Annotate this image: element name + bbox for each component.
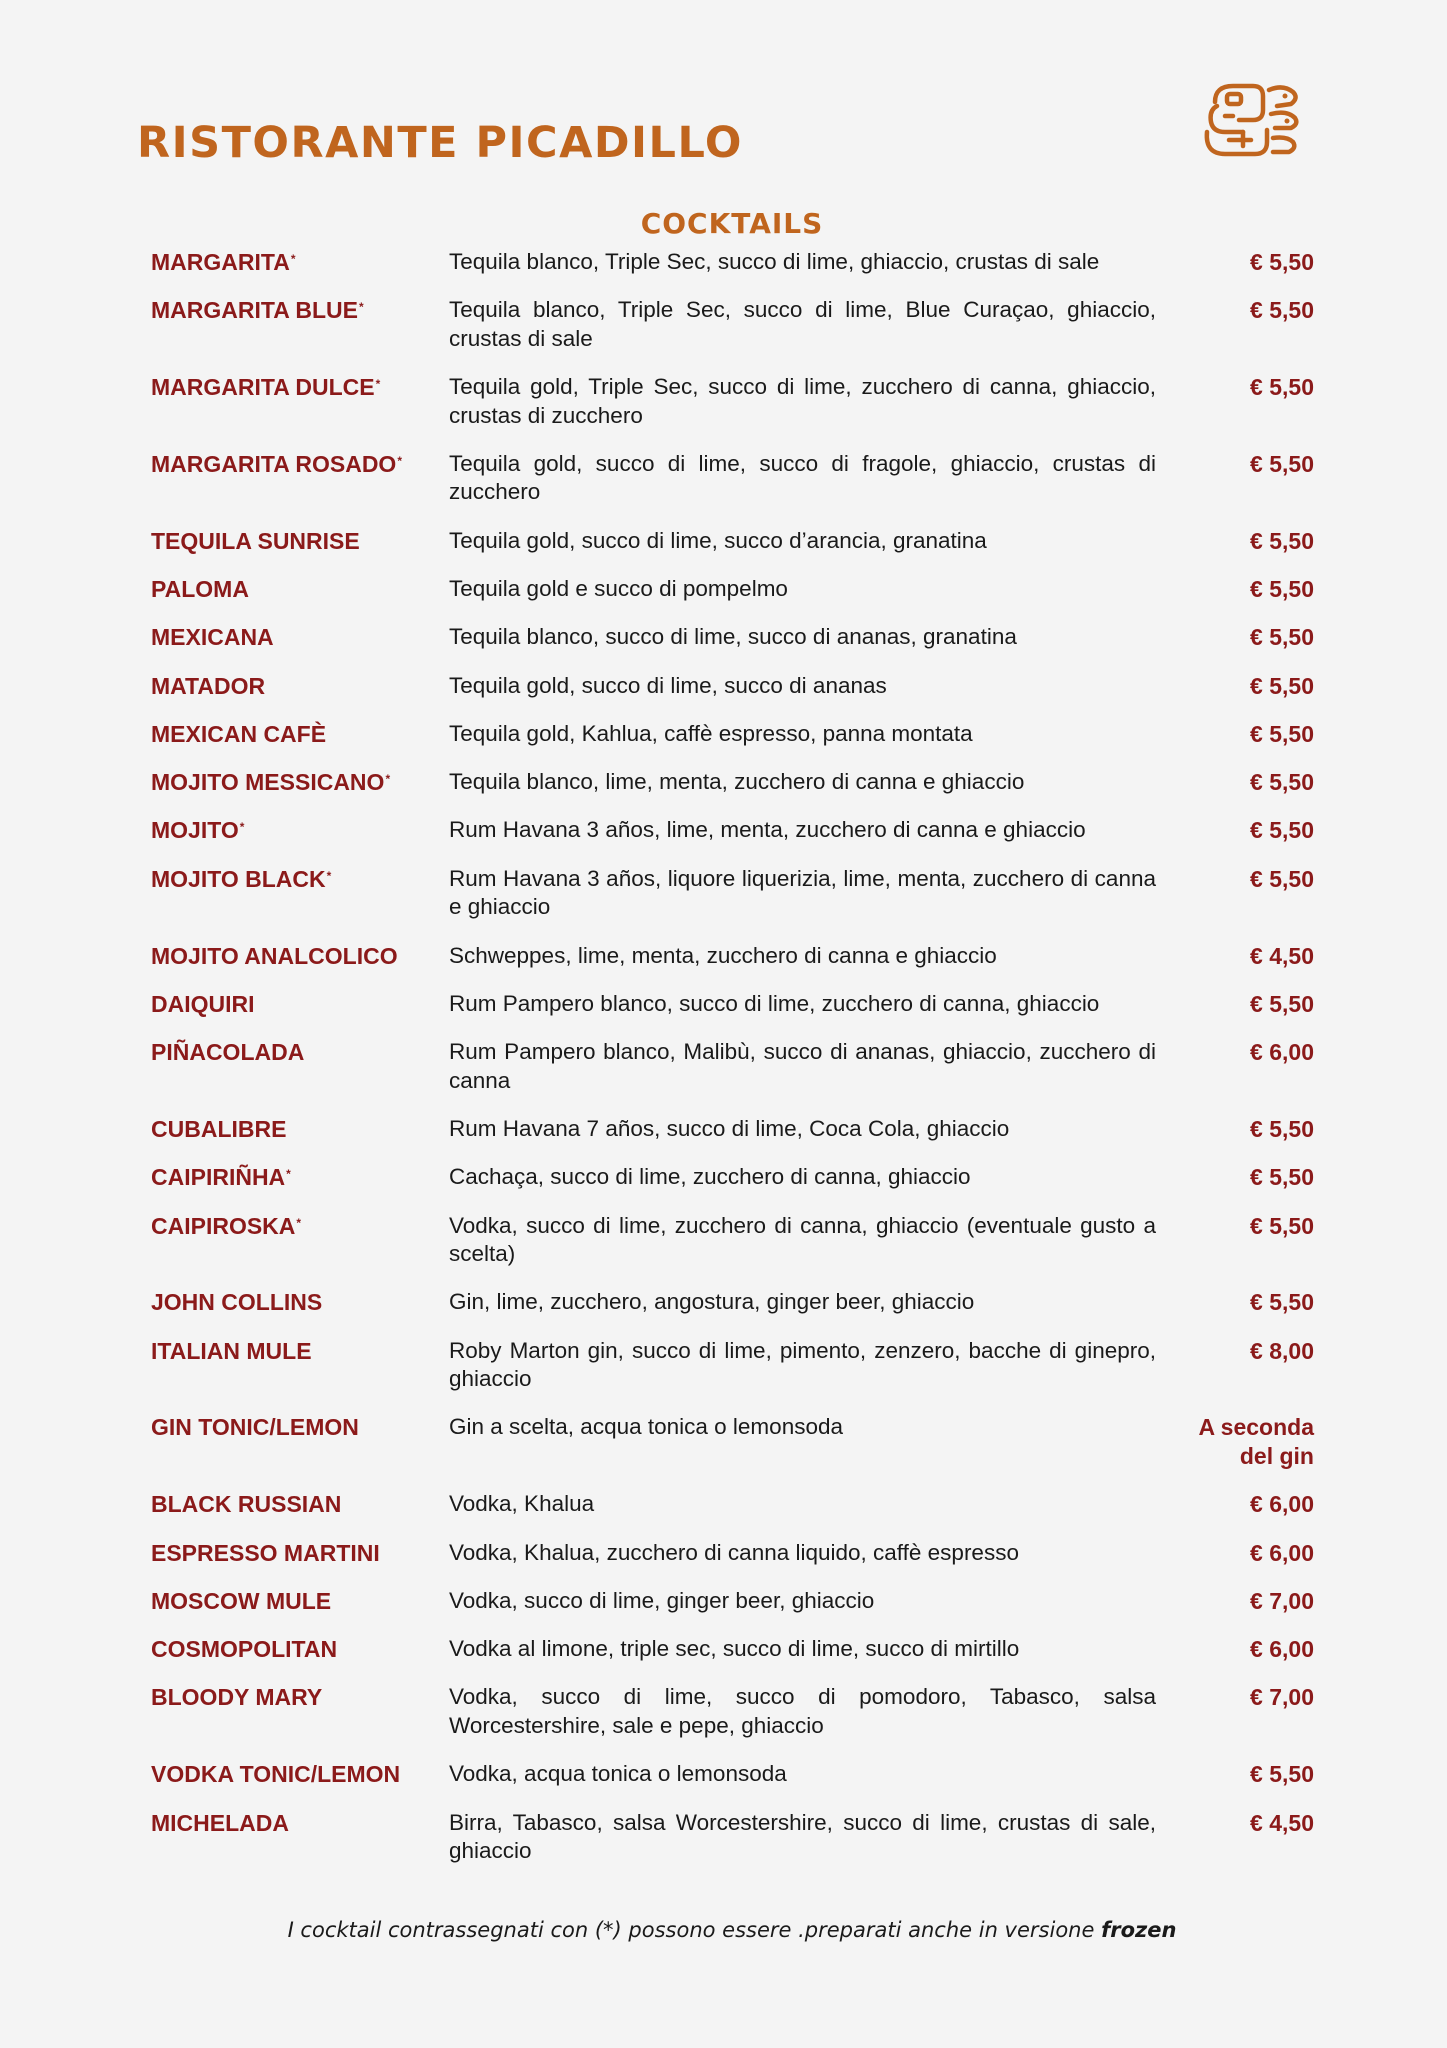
cocktail-name	[151, 1539, 449, 1568]
cocktail-name-text: MARGARITA ROSADO	[151, 450, 397, 477]
frozen-footnote	[0, 1918, 1447, 1942]
cocktail-price: € 5,50	[1250, 865, 1314, 892]
cocktail-name	[151, 865, 449, 894]
menu-item	[151, 1163, 1314, 1192]
cocktail-description: Cachaça, succo di lime, zucchero di canna, ghiaccio	[449, 1164, 971, 1190]
cocktail-price: € 5,50	[1250, 990, 1314, 1017]
cocktail-name	[151, 527, 449, 556]
menu-item	[151, 768, 1314, 797]
frozen-asterisk: *	[358, 300, 364, 315]
cocktail-price: € 5,50	[1250, 1761, 1314, 1788]
cocktail-description: Tequila gold, succo di lime, succo d’arancia, granatina	[449, 527, 987, 553]
cocktail-name-text: MICHELADA	[151, 1809, 289, 1836]
menu-item	[151, 575, 1314, 604]
cocktail-description: Schweppes, lime, menta, zucchero di canna e ghiaccio	[449, 942, 997, 968]
frozen-asterisk: *	[385, 772, 391, 787]
cocktail-price: € 5,50	[1250, 527, 1314, 554]
cocktail-description: Vodka, acqua tonica o lemonsoda	[449, 1761, 787, 1787]
cocktail-name	[151, 248, 449, 277]
cocktail-description: Vodka, succo di lime, succo di pomodoro, Tabasco, salsa Worcestershire, sale e pepe, ghiaccio	[449, 1684, 1156, 1738]
cocktail-description: Tequila blanco, succo di lime, succo di ananas, granatina	[449, 624, 1017, 650]
cocktail-price: € 4,50	[1250, 1809, 1314, 1836]
cocktail-name	[151, 1337, 449, 1366]
cocktail-name-text: BLOODY MARY	[151, 1684, 323, 1711]
cocktail-price: € 5,50	[1250, 374, 1314, 401]
frozen-asterisk: *	[296, 1215, 302, 1230]
menu-item	[151, 296, 1314, 353]
cocktail-name-text: COSMOPOLITAN	[151, 1636, 338, 1663]
cocktail-price: € 5,50	[1250, 1164, 1314, 1191]
cocktail-name	[151, 1212, 449, 1241]
section-title: COCKTAILS	[640, 207, 824, 240]
cocktail-description: Vodka, succo di lime, ginger beer, ghiaccio	[449, 1587, 875, 1613]
menu-item	[151, 1337, 1314, 1394]
cocktail-name	[151, 720, 449, 749]
cocktail-description: Tequila blanco, Triple Sec, succo di lime, Blue Curaçao, ghiaccio, crustas di sale	[449, 297, 1156, 351]
menu-item	[151, 672, 1314, 701]
menu-item	[151, 450, 1314, 507]
footnote-emphasis: frozen	[1101, 1918, 1177, 1942]
cocktail-price: € 6,00	[1250, 1491, 1314, 1518]
cocktail-description: Rum Havana 3 años, liquore liquerizia, lime, menta, zucchero di canna e ghiaccio	[449, 865, 1156, 920]
cocktail-name	[151, 768, 449, 797]
frozen-asterisk: *	[397, 453, 402, 468]
cocktail-name-text: PALOMA	[151, 575, 249, 602]
cocktail-price: € 6,00	[1250, 1636, 1314, 1663]
menu-item	[151, 527, 1314, 556]
cocktail-name	[151, 1115, 449, 1144]
cocktail-name-text: GIN TONIC/LEMON	[151, 1414, 359, 1441]
cocktail-name-text: CAIPIRIÑHA	[151, 1164, 286, 1191]
cocktail-description: Tequila gold, succo di lime, succo di fragole, ghiaccio, crustas di zucchero	[449, 450, 1156, 505]
cocktail-description: Gin a scelta, acqua tonica o lemonsoda	[449, 1414, 843, 1440]
cocktail-description: Tequila gold e succo di pompelmo	[449, 575, 788, 601]
cocktail-name	[151, 942, 449, 971]
menu-item	[151, 1212, 1314, 1269]
frozen-asterisk: *	[290, 252, 296, 266]
cocktail-name	[151, 1760, 449, 1789]
cocktail-name	[151, 1587, 449, 1616]
cocktail-description: Vodka al limone, triple sec, succo di lime, succo di mirtillo	[449, 1636, 1020, 1662]
cocktail-name	[151, 1809, 449, 1838]
cocktail-price: € 6,00	[1250, 1539, 1314, 1566]
frozen-asterisk: *	[375, 377, 381, 392]
frozen-asterisk: *	[286, 1167, 291, 1182]
cocktail-name	[151, 816, 449, 845]
cocktail-name	[151, 1038, 449, 1067]
cocktail-price: A seconda del gin	[1198, 1414, 1314, 1469]
menu-item	[151, 1115, 1314, 1144]
cocktail-name-text: MATADOR	[151, 672, 266, 699]
cocktail-price: € 7,00	[1250, 1684, 1314, 1711]
cocktail-price: € 5,50	[1250, 450, 1314, 477]
cocktail-price: € 5,50	[1250, 769, 1314, 796]
menu-item	[151, 720, 1314, 749]
cocktail-description: Rum Havana 7 años, succo di lime, Coca Cola, ghiaccio	[449, 1115, 1010, 1141]
cocktail-name-text: MOSCOW MULE	[151, 1587, 332, 1614]
cocktail-description: Tequila gold, Triple Sec, succo di lime, zucchero di canna, ghiaccio, crustas di zucchero	[449, 374, 1156, 428]
cocktail-name-text: CUBALIBRE	[151, 1115, 287, 1142]
footnote-text: I cocktail contrassegnati con (*) possono essere .preparati anche in versione	[287, 1918, 1102, 1942]
cocktail-price: € 5,50	[1250, 249, 1314, 275]
menu-item	[151, 1760, 1314, 1789]
cocktail-name	[151, 1490, 449, 1519]
menu-item	[151, 1587, 1314, 1616]
frozen-asterisk: *	[239, 820, 245, 835]
menu-item	[151, 865, 1314, 922]
restaurant-title: RISTORANTE PICADILLO	[137, 118, 743, 168]
cocktail-description: Tequila gold, succo di lime, succo di ananas	[449, 672, 887, 698]
cocktail-name-text: PIÑACOLADA	[151, 1039, 305, 1066]
cocktail-name-text: MOJITO	[151, 817, 239, 844]
cocktail-name	[151, 575, 449, 604]
cocktail-name-text: MEXICAN CAFÈ	[151, 720, 327, 747]
cocktail-description: Roby Marton gin, succo di lime, pimento, zenzero, bacche di ginepro, ghiaccio	[449, 1337, 1156, 1392]
cocktail-description: Rum Pampero blanco, succo di lime, zucchero di canna, ghiaccio	[449, 990, 1100, 1016]
menu-item	[151, 1288, 1314, 1317]
cocktail-price: € 8,00	[1250, 1337, 1314, 1364]
cocktail-name-text: MEXICANA	[151, 624, 274, 651]
cocktail-description: Gin, lime, zucchero, angostura, ginger beer, ghiaccio	[449, 1289, 975, 1315]
cocktail-price: € 5,50	[1250, 575, 1314, 602]
cocktail-price: € 5,50	[1250, 624, 1314, 651]
aztec-glyph-logo-icon	[1203, 80, 1305, 160]
cocktail-description: Tequila gold, Kahlua, caffè espresso, panna montata	[449, 720, 973, 746]
cocktail-price: € 5,50	[1250, 1289, 1314, 1316]
cocktail-description: Birra, Tabasco, salsa Worcestershire, succo di lime, crustas di sale, ghiaccio	[449, 1809, 1156, 1864]
cocktail-price: € 5,50	[1250, 817, 1314, 844]
cocktail-name-text: MOJITO MESSICANO	[151, 769, 385, 796]
cocktail-name	[151, 1163, 449, 1192]
cocktail-name	[151, 1288, 449, 1317]
menu-item	[151, 1038, 1314, 1095]
cocktail-description: Rum Pampero blanco, Malibù, succo di ananas, ghiaccio, zucchero di canna	[449, 1039, 1156, 1093]
menu-item	[151, 1490, 1314, 1519]
cocktail-name-text: MARGARITA BLUE	[151, 297, 358, 324]
cocktail-description: Tequila blanco, Triple Sec, succo di lime, ghiaccio, crustas di sale	[449, 249, 1100, 274]
cocktail-name-text: MOJITO ANALCOLICO	[151, 942, 398, 969]
cocktail-name-text: DAIQUIRI	[151, 990, 255, 1017]
cocktail-description: Vodka, Khalua	[449, 1491, 595, 1517]
cocktail-name-text: CAIPIROSKA	[151, 1212, 296, 1239]
cocktail-price: € 5,50	[1250, 1115, 1314, 1142]
cocktail-price: € 6,00	[1250, 1039, 1314, 1066]
menu-item	[151, 990, 1314, 1019]
cocktail-description: Rum Havana 3 años, lime, menta, zucchero di canna e ghiaccio	[449, 817, 1086, 843]
menu-item	[151, 1635, 1314, 1664]
cocktail-name	[151, 450, 449, 479]
cocktail-name-text: ITALIAN MULE	[151, 1337, 312, 1364]
cocktail-name	[151, 672, 449, 701]
menu-item	[151, 1683, 1314, 1740]
cocktail-price: € 4,50	[1250, 942, 1314, 969]
cocktail-name-text: VODKA TONIC/LEMON	[151, 1761, 401, 1788]
cocktail-list	[151, 248, 1314, 1885]
cocktail-price: € 5,50	[1250, 672, 1314, 699]
frozen-asterisk: *	[326, 868, 332, 883]
cocktail-price: € 7,00	[1250, 1587, 1314, 1614]
cocktail-price: € 5,50	[1250, 297, 1314, 324]
cocktail-name-text: ESPRESSO MARTINI	[151, 1539, 380, 1566]
cocktail-name	[151, 373, 449, 402]
cocktail-name-text: JOHN COLLINS	[151, 1289, 323, 1316]
cocktail-name	[151, 623, 449, 652]
menu-item	[151, 816, 1314, 845]
cocktail-description: Vodka, succo di lime, zucchero di canna, ghiaccio (eventuale gusto a scelta)	[449, 1212, 1156, 1267]
menu-item	[151, 248, 1314, 277]
menu-item	[151, 1413, 1314, 1470]
cocktail-name	[151, 1413, 449, 1442]
cocktail-name	[151, 1635, 449, 1664]
cocktail-name-text: BLACK RUSSIAN	[151, 1491, 342, 1518]
cocktail-name	[151, 296, 449, 325]
cocktail-name-text: MARGARITA	[151, 249, 290, 275]
cocktail-name	[151, 1683, 449, 1712]
cocktail-name	[151, 990, 449, 1019]
cocktail-name-text: TEQUILA SUNRISE	[151, 527, 360, 554]
menu-item	[151, 942, 1314, 971]
cocktail-name-text: MARGARITA DULCE	[151, 374, 375, 401]
cocktail-description: Vodka, Khalua, zucchero di canna liquido, caffè espresso	[449, 1539, 1019, 1565]
cocktail-price: € 5,50	[1250, 720, 1314, 747]
menu-item	[151, 623, 1314, 652]
cocktail-name-text: MOJITO BLACK	[151, 865, 326, 892]
menu-item	[151, 373, 1314, 430]
menu-item	[151, 1539, 1314, 1568]
cocktail-price: € 5,50	[1250, 1212, 1314, 1239]
cocktail-description: Tequila blanco, lime, menta, zucchero di canna e ghiaccio	[449, 769, 1025, 795]
menu-item	[151, 1809, 1314, 1866]
